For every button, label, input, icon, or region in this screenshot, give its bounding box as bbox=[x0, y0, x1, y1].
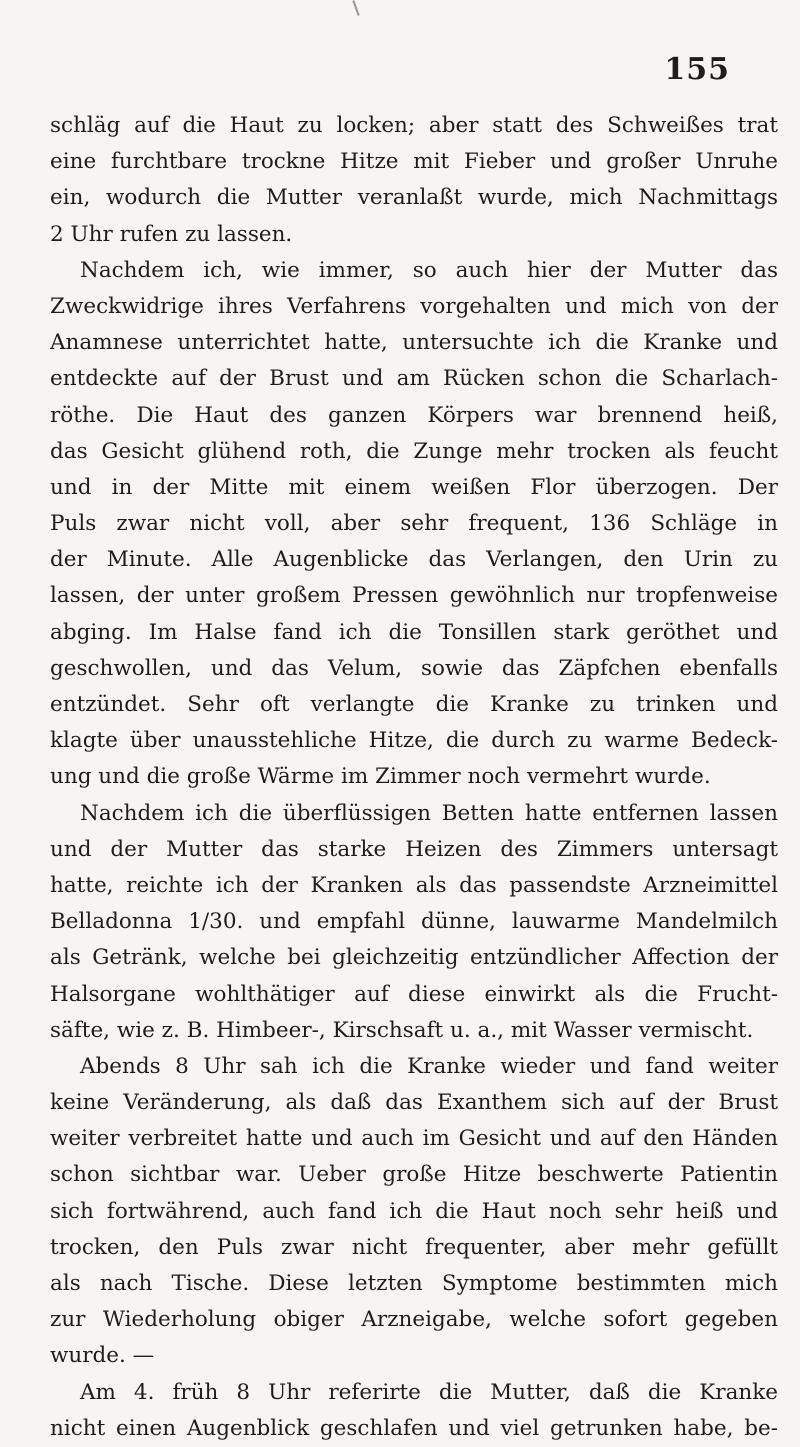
text-line: Nachdem ich, wie immer, so auch hier der Mutter das bbox=[80, 257, 778, 283]
text-line: abging. Im Halse fand ich die Tonsillen stark geröthet und bbox=[50, 619, 778, 645]
text-line: Belladonna 1/30. und empfahl dünne, lauwarme Mandelmilch bbox=[50, 909, 778, 935]
text-line: nicht einen Augenblick geschlafen und viel getrunken habe, be- bbox=[50, 1415, 778, 1441]
text-line: eine furchtbare trockne Hitze mit Fieber und großer Unruhe bbox=[50, 149, 778, 175]
text-line: der Minute. Alle Augenblicke das Verlangen, den Urin zu bbox=[50, 547, 778, 573]
text-line: und in der Mitte mit einem weißen Flor überzogen. Der bbox=[50, 474, 778, 500]
text-line: schläg auf die Haut zu locken; aber statt des Schweißes trat bbox=[50, 113, 778, 138]
text-line: das Gesicht glühend roth, die Zunge mehr trocken als feucht bbox=[50, 438, 778, 464]
text-line: ung und die große Wärme im Zimmer noch vermehrt wurde. bbox=[50, 764, 711, 790]
text-line: Nachdem ich die überflüssigen Betten hatte entfernen lassen bbox=[80, 800, 778, 826]
text-line: Zweckwidrige ihres Verfahrens vorgehalten und mich von der bbox=[50, 293, 778, 319]
text-line: lassen, der unter großem Pressen gewöhnlich nur tropfenweise bbox=[50, 583, 778, 609]
text-line: weiter verbreitet hatte und auch im Gesicht und auf den Händen bbox=[50, 1126, 778, 1152]
text-line: Abends 8 Uhr sah ich die Kranke wieder und fand weiter bbox=[80, 1053, 778, 1079]
text-line: Anamnese unterrichtet hatte, untersuchte ich die Kranke und bbox=[50, 330, 778, 356]
page-number: 155 bbox=[664, 52, 730, 87]
text-line: schon sichtbar war. Ueber große Hitze beschwerte Patientin bbox=[50, 1162, 778, 1188]
text-line: Am 4. früh 8 Uhr referirte die Mutter, daß die Kranke bbox=[80, 1379, 778, 1405]
text-line: sich fortwährend, auch fand ich die Haut noch sehr heiß und bbox=[50, 1198, 778, 1224]
text-line: entzündet. Sehr oft verlangte die Kranke zu trinken und bbox=[50, 692, 778, 717]
text-line: als nach Tische. Diese letzten Symptome bestimmten mich bbox=[50, 1271, 778, 1296]
text-line: keine Veränderung, als daß das Exanthem sich auf der Brust bbox=[50, 1090, 778, 1116]
text-line: hatte, reichte ich der Kranken als das passendste Arzneimittel bbox=[50, 872, 778, 898]
text-line: und der Mutter das starke Heizen des Zimmers untersagt bbox=[50, 836, 778, 862]
text-line: säfte, wie z. B. Himbeer-, Kirschsaft u. a., mit Wasser vermischt. bbox=[50, 1017, 754, 1043]
text-line: entdeckte auf der Brust und am Rücken schon die Scharlach- bbox=[50, 366, 778, 392]
text-line: trocken, den Puls zwar nicht frequenter, aber mehr gefüllt bbox=[50, 1234, 778, 1260]
text-line: röthe. Die Haut des ganzen Körpers war brennend heiß, bbox=[50, 402, 778, 428]
body-text bbox=[50, 108, 778, 1447]
text-line: Halsorgane wohlthätiger auf diese einwirkt als die Frucht- bbox=[50, 981, 778, 1007]
text-line: als Getränk, welche bei gleichzeitig entzündlicher Affection der bbox=[50, 945, 778, 971]
text-line: geschwollen, und das Velum, sowie das Zäpfchen ebenfalls bbox=[50, 655, 778, 681]
text-line: zur Wiederholung obiger Arzneigabe, welche sofort gegeben bbox=[50, 1307, 778, 1333]
text-line: ein, wodurch die Mutter veranlaßt wurde, mich Nachmittags bbox=[50, 185, 778, 211]
text-line: 2 Uhr rufen zu lassen. bbox=[50, 221, 293, 247]
text-line: klagte über unausstehliche Hitze, die durch zu warme Bedeck- bbox=[50, 728, 778, 754]
text-line: Puls zwar nicht voll, aber sehr frequent, 136 Schläge in bbox=[50, 511, 778, 537]
page-edge-mark bbox=[352, 0, 359, 16]
text-line: wurde. — bbox=[50, 1343, 155, 1369]
